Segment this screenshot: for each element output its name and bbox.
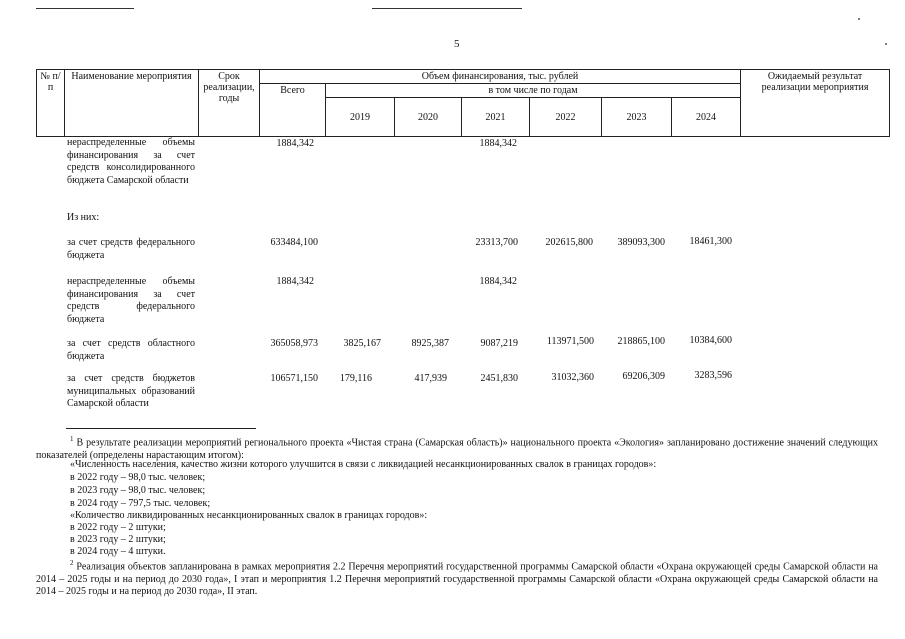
- footnote-1-line: «Численность населения, качество жизни которого улучшится в связи с ликвидацией несанкционированных свалок в границах городов»:: [70, 459, 657, 470]
- header-term: Срок реализации, годы: [199, 70, 260, 137]
- footnote-1-line: в 2022 году – 98,0 тыс. человек;: [70, 472, 206, 483]
- cell-2021: 1884,342: [479, 276, 517, 287]
- footnote-1-mark: 1: [70, 435, 74, 443]
- footnote-1-line: в 2023 году – 98,0 тыс. человек;: [70, 485, 206, 496]
- cell-2021: 2451,830: [480, 373, 518, 384]
- header-name: Наименование мероприятия: [65, 70, 199, 137]
- top-rule-right: [372, 8, 522, 9]
- header-total: Всего: [260, 84, 326, 137]
- cell-2021: 9087,219: [480, 338, 518, 349]
- footnote-1-line: в 2024 году – 797,5 тыс. человек;: [70, 498, 211, 509]
- row-name: Из них:: [67, 212, 100, 223]
- header-year: 2022: [530, 98, 602, 137]
- header-year: 2021: [462, 98, 530, 137]
- top-rule-left: [36, 8, 134, 9]
- cell-2020: 8925,387: [411, 338, 449, 349]
- cell-total: 1884,342: [276, 138, 314, 149]
- header-year: 2023: [602, 98, 672, 137]
- footnote-2-text: Реализация объектов запланирована в рамках мероприятия 2.2 Перечня мероприятий государственной программы Самарской области «Охрана окружающей среды Самарской области на 2014 – 2025 годы и на период до 2030 года», I этап и мероприятия 1.2 Перечня мероприятий государственной программы Самарской области «Охрана окружающей среды Самарской области на 2014 – 2025 годы и на период до 2030 года», II этап.: [36, 561, 878, 598]
- footnote-1-text: В результате реализации мероприятий регионального проекта «Чистая страна (Самарская область)» национального проекта «Экология» запланировано достижение значений следующих показателей (определены нарастающим итогом):: [36, 437, 878, 461]
- row-name: за счет средств бюджетов муниципальных образований Самарской области: [67, 373, 195, 409]
- cell-2023: 218865,100: [617, 336, 665, 347]
- cell-2024: 18461,300: [689, 236, 732, 247]
- scan-speck: [885, 43, 887, 45]
- footnote-1-line: в 2022 году – 2 штуки;: [70, 522, 166, 533]
- cell-2022: 113971,500: [546, 336, 594, 347]
- cell-2022: 31032,360: [551, 372, 594, 383]
- cell-2023: 69206,309: [622, 371, 665, 382]
- header-by-year: в том числе по годам: [326, 84, 741, 98]
- row-name: нераспределенные объемы финансирования за счет средств федерального бюджета: [67, 276, 195, 325]
- footnote-1-line: в 2023 году – 2 штуки;: [70, 534, 166, 545]
- footnote-separator: [66, 428, 256, 429]
- footnote-2-mark: 2: [70, 559, 74, 567]
- page-number: 5: [454, 38, 460, 50]
- row-name: за счет средств федерального бюджета: [67, 237, 195, 261]
- header-funding: Объем финансирования, тыс. рублей: [260, 70, 741, 84]
- row-name: за счет средств областного бюджета: [67, 338, 195, 362]
- footnote-2: [36, 557, 878, 599]
- row-name: нераспределенные объемы финансирования за счет средств консолидированного бюджета Самарской области: [67, 137, 195, 186]
- cell-2021: 23313,700: [475, 237, 518, 248]
- header-year: 2020: [395, 98, 462, 137]
- funding-table-header: [36, 69, 890, 137]
- cell-2019: 179,116: [339, 373, 372, 384]
- cell-2020: 417,939: [414, 373, 447, 384]
- cell-2024: 3283,596: [694, 370, 732, 381]
- footnote-1: [36, 433, 878, 462]
- cell-total: 106571,150: [270, 373, 318, 384]
- header-num: № п/п: [37, 70, 65, 137]
- cell-2019: 3825,167: [343, 338, 381, 349]
- header-result: Ожидаемый результат реализации мероприятия: [741, 70, 890, 137]
- cell-total: 1884,342: [276, 276, 314, 287]
- cell-2023: 389093,300: [617, 237, 665, 248]
- cell-total: 633484,100: [270, 237, 318, 248]
- header-year: 2024: [672, 98, 741, 137]
- cell-2024: 10384,600: [689, 335, 732, 346]
- header-year: 2019: [326, 98, 395, 137]
- cell-2022: 202615,800: [545, 237, 593, 248]
- footnote-1-line: «Количество ликвидированных несанкционированных свалок в границах городов»:: [70, 510, 428, 521]
- cell-total: 365058,973: [270, 338, 318, 349]
- footnote-1-line: в 2024 году – 4 штуки.: [70, 546, 166, 557]
- scan-speck: [858, 18, 860, 20]
- cell-2021: 1884,342: [479, 138, 517, 149]
